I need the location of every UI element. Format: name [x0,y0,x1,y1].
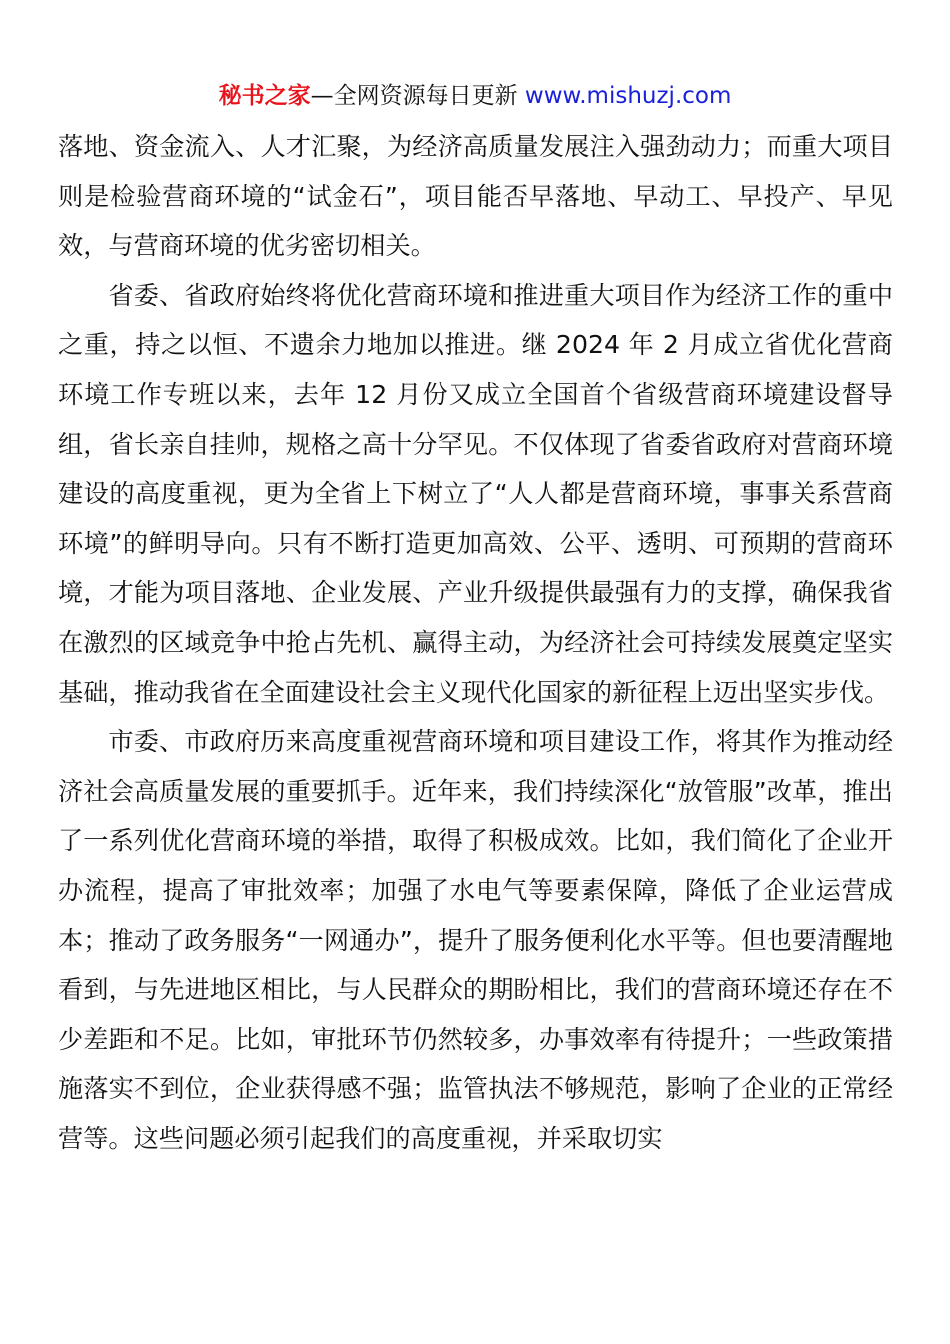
site-brand: 秘书之家 [218,83,311,109]
document-body [58,122,893,1163]
paragraph-provincial: 省委、省政府始终将优化营商环境和推进重大项目作为经济工作的重中之重，持之以恒、不遗余力地加以推进。继 2024 年 2 月成立省优化营商环境工作专班以来，去年 12 月份又成立全国首个省级营商环境建设督导组，省长亲自挂帅，规格之高十分罕见。不仅体现了省委省政府对营商环境建设的高度重视，更为全省上下树立了“人人都是营商环境，事事关系营商环境”的鲜明导向。只有不断打造更加高效、公平、透明、可预期的营商环境，才能为项目落地、企业发展、产业升级提供最强有力的支撑，确保我省在激烈的区域竞争中抢占先机、赢得主动，为经济社会可持续发展奠定坚实基础，推动我省在全面建设社会主义现代化国家的新征程上迈出坚实步伐。 [58,280,893,707]
site-header [0,80,950,112]
site-url-link[interactable]: www.mishuzj.com [517,83,732,109]
paragraph-municipal: 市委、市政府历来高度重视营商环境和项目建设工作，将其作为推动经济社会高质量发展的重要抓手。近年来，我们持续深化“放管服”改革，推出了一系列优化营商环境的举措，取得了积极成效。比如，我们简化了企业开办流程，提高了审批效率；加强了水电气等要素保障，降低了企业运营成本；推动了政务服务“一网通办”，提升了服务便利化水平等。但也要清醒地看到，与先进地区相比，与人民群众的期盼相比，我们的营商环境还存在不少差距和不足。比如，审批环节仍然较多，办事效率有待提升；一些政策措施落实不到位，企业获得感不强；监管执法不够规范，影响了企业的正常经营等。这些问题必须引起我们的高度重视，并采取切实 [58,727,893,1153]
site-tagline: —全网资源每日更新 [310,83,518,109]
paragraph-continued: 落地、资金流入、人才汇聚，为经济高质量发展注入强劲动力；而重大项目则是检验营商环境的“试金石”，项目能否早落地、早动工、早投产、早见效，与营商环境的优劣密切相关。 [58,132,893,261]
